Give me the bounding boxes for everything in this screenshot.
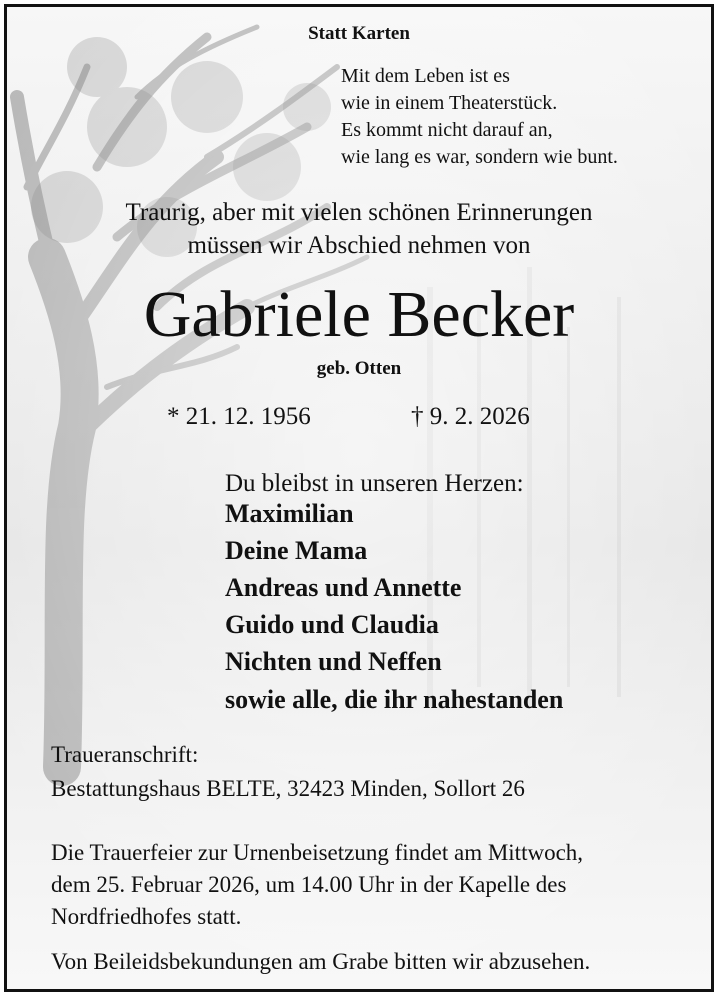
quote-line: wie in einem Theaterstück. [341,92,558,114]
mourner-name: Deine Mama [225,536,368,565]
quote-line: wie lang es war, sondern wie bunt. [341,146,618,168]
mourner-name: Maximilian [225,499,354,528]
death-date: † 9. 2. 2026 [411,403,530,430]
statt-karten-heading: Statt Karten [308,23,410,44]
ceremony-line: Die Trauerfeier zur Urnenbeisetzung findet am Mittwoch, [51,840,584,865]
mourner-name: sowie alle, die ihr nahestanden [225,685,564,714]
ceremony-line: dem 25. Februar 2026, um 14.00 Uhr in der Kapelle des [51,872,567,897]
mourner-name: Guido und Claudia [225,610,439,639]
intro-line: müssen wir Abschied nehmen von [187,232,531,259]
address-label: Traueranschrift: [51,742,199,767]
quote-line: Es kommt nicht darauf an, [341,119,553,141]
birth-date: * 21. 12. 1956 [167,403,311,430]
mourner-name: Nichten und Neffen [225,647,442,676]
intro-line: Traurig, aber mit vielen schönen Erinnerungen [125,199,593,226]
address-value: Bestattungshaus BELTE, 32423 Minden, Sollort 26 [51,776,525,801]
deceased-name: Gabriele Becker [143,278,575,351]
obituary-notice [4,4,714,992]
mourner-name: Andreas und Annette [225,573,462,602]
ceremony-line: Nordfriedhofes statt. [51,904,242,929]
quote-line: Mit dem Leben ist es [341,65,510,87]
birth-name: geb. Otten [316,358,402,379]
mourners-heading: Du bleibst in unseren Herzen: [225,470,524,497]
closing-note: Von Beileidsbekundungen am Grabe bitten wir abzusehen. [51,949,591,974]
